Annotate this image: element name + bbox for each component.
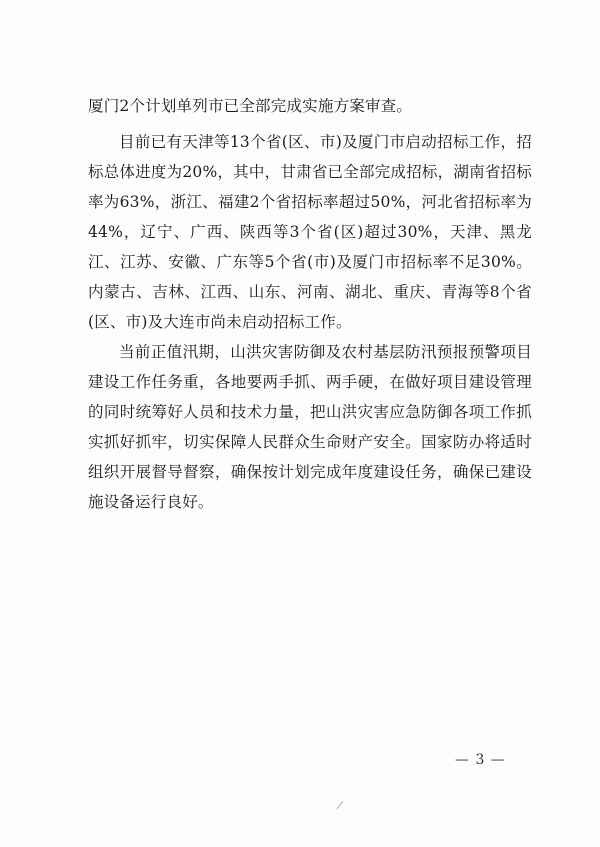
paragraph-flood-season-requirements: 当前正值汛期，山洪灾害防御及农村基层防汛预报预警项目建设工作任务重，各地要两手抓、两手硬，在做好项目建设管理的同时统筹好人员和技术力量，把山洪灾害应急防御各项工作抓实抓好抓牢，切实保障人民群众生命财产安全。国家防办将适时组织开展督导督察，确保按计划完成年度建设任务，确保已建设施设备运行良好。 [88, 343, 532, 511]
page-number: — 3 — [455, 752, 506, 768]
paragraph-bidding-progress: 目前已有天津等13个省(区、市)及厦门市启动招标工作，招标总体进度为20%，其中，甘肃省已全部完成招标，湖南省招标率为63%，浙江、福建2个省招标率超过50%，河北省招标率为44%，辽宁、广西、陕西等3个省(区)超过30%，天津、黑龙江、江苏、安徽、广东等5个省(市)及厦门市招标率不足30%。内蒙古、吉林、江西、山东、河南、湖北、重庆、青海等8个省(区、市)及大连市尚未启动招标工作。 [88, 133, 532, 331]
paragraph-continuation: 厦门2个计划单列市已全部完成实施方案审查。 [88, 97, 413, 115]
scan-artifact-mark [336, 800, 344, 810]
